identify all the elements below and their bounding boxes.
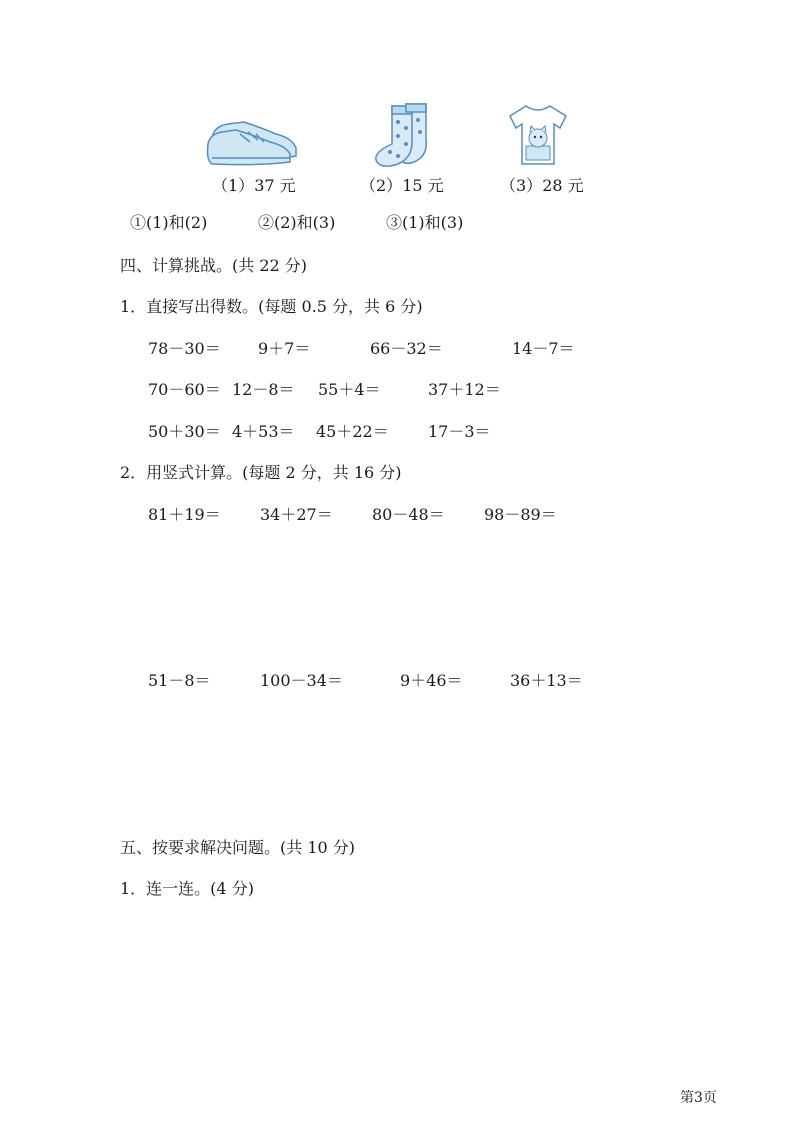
q4-1-title: 1．直接写出得数。(每题 0.5 分，共 6 分) <box>120 297 423 316</box>
choice-1: ①(1)和(2) <box>130 213 208 232</box>
section-4-title: 四、计算挑战。(共 22 分) <box>120 256 308 275</box>
q4-2-title: 2．用竖式计算。(每题 2 分，共 16 分) <box>120 463 402 482</box>
q4-1-r2-c1: 70－60＝ <box>148 380 221 399</box>
q4-1-r1-c4: 14－7＝ <box>512 339 575 358</box>
q4-1-r3-c4: 17－3＝ <box>428 422 491 441</box>
section-5-title: 五、按要求解决问题。(共 10 分) <box>120 838 356 857</box>
q4-2-r1-c4: 98－89＝ <box>484 505 557 524</box>
sneaker-icon <box>204 108 304 166</box>
q4-1-r2-c2: 12－8＝ <box>232 380 295 399</box>
q4-2-r2-c4: 36＋13＝ <box>510 671 583 690</box>
sock-icon <box>370 100 436 170</box>
q4-2-r2-c2: 100－34＝ <box>260 671 343 690</box>
q5-1-title: 1．连一连。(4 分) <box>120 879 254 898</box>
q4-1-r2-c3: 55＋4＝ <box>318 380 381 399</box>
item-caption-2: （2）15 元 <box>360 176 444 195</box>
q4-2-r2-c3: 9＋46＝ <box>400 671 463 690</box>
item-caption-3: （3）28 元 <box>500 176 584 195</box>
q4-2-r2-c1: 51－8＝ <box>148 671 211 690</box>
q4-1-r1-c3: 66－32＝ <box>370 339 443 358</box>
page-number: 第3页 <box>680 1090 717 1106</box>
item-caption-1: （1）37 元 <box>212 176 296 195</box>
choice-2: ②(2)和(3) <box>258 213 336 232</box>
q4-2-r1-c3: 80－48＝ <box>372 505 445 524</box>
q4-2-r1-c1: 81＋19＝ <box>148 505 221 524</box>
q4-2-r1-c2: 34＋27＝ <box>260 505 333 524</box>
q4-1-r2-c4: 37＋12＝ <box>428 380 501 399</box>
tshirt-icon <box>508 102 568 168</box>
q4-1-r3-c3: 45＋22＝ <box>316 422 389 441</box>
choice-3: ③(1)和(3) <box>386 213 464 232</box>
q4-1-r1-c1: 78－30＝ <box>148 339 221 358</box>
q4-1-r1-c2: 9＋7＝ <box>258 339 311 358</box>
q4-1-r3-c1: 50＋30＝ <box>148 422 221 441</box>
q4-1-r3-c2: 4＋53＝ <box>232 422 295 441</box>
